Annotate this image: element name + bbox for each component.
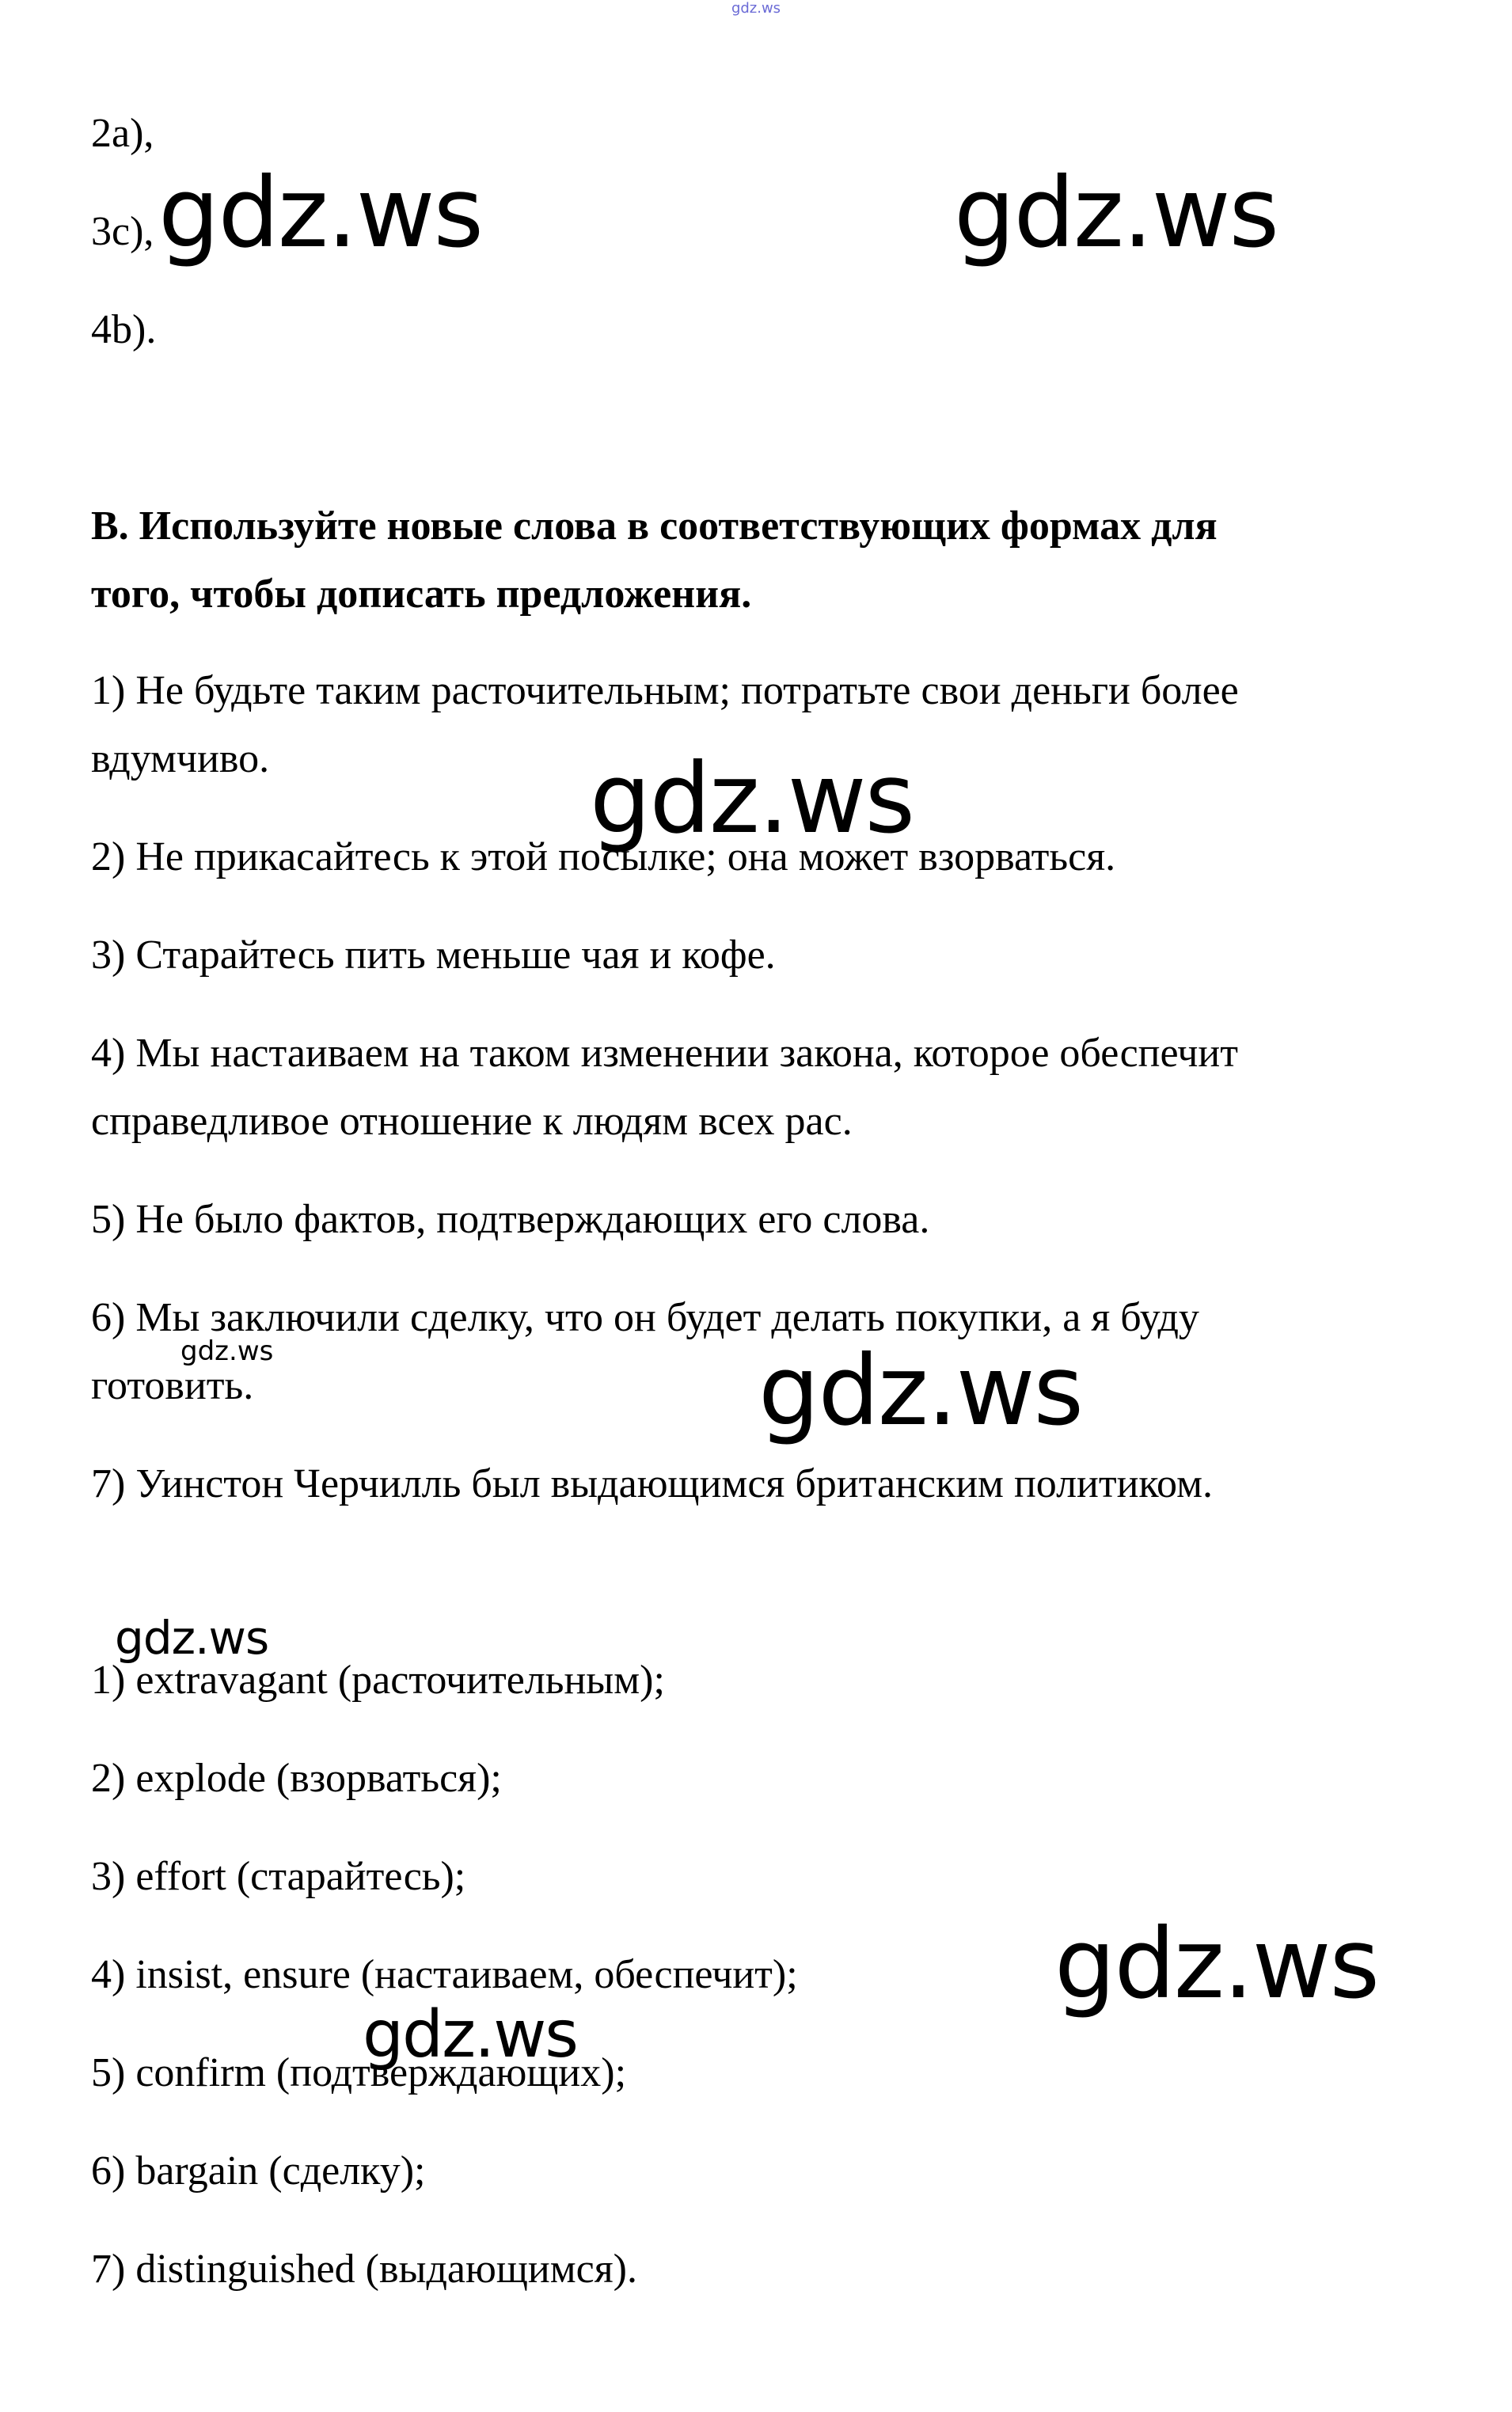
section-b-title-line2: того, чтобы дописать предложения. — [91, 572, 752, 617]
answer-7: 7) distinguished (выдающимся). — [91, 2247, 637, 2292]
prev-answer-2: 2a), — [91, 111, 154, 156]
answer-4: 4) insist, ensure (настаиваем, обеспечит); — [91, 1952, 798, 1997]
translation-2: 2) Не прикасайтесь к этой посылке; она может взорваться. — [91, 834, 1116, 879]
answer-5: 5) confirm (подтверждающих); — [91, 2050, 627, 2095]
watermark: gdz.ws — [363, 1997, 577, 2072]
translation-1-line2: вдумчиво. — [91, 736, 270, 781]
prev-answer-3: 3c), — [91, 209, 154, 254]
watermark: gdz.ws — [158, 157, 483, 269]
watermark: gdz.ws — [758, 1335, 1083, 1447]
translation-4-line2: справедливое отношение к людям всех рас. — [91, 1099, 853, 1144]
watermark: gdz.ws — [1054, 1908, 1379, 2020]
translation-6-line1: 6) Мы заключили сделку, что он будет делать покупки, а я буду — [91, 1295, 1199, 1340]
answer-2: 2) explode (взорваться); — [91, 1756, 502, 1801]
section-b-title-line1: B. Используйте новые слова в соответствующих формах для — [91, 503, 1218, 549]
translation-4-line1: 4) Мы настаиваем на таком изменении закона, которое обеспечит — [91, 1031, 1238, 1076]
watermark: gdz.ws — [590, 743, 914, 855]
answer-6: 6) bargain (сделку); — [91, 2148, 426, 2194]
answer-3: 3) effort (старайтесь); — [91, 1854, 466, 1899]
translation-5: 5) Не было фактов, подтверждающих его слова. — [91, 1197, 930, 1242]
watermark: gdz.ws — [180, 1335, 274, 1367]
watermark: gdz.ws — [115, 1611, 269, 1665]
prev-answer-4: 4b). — [91, 307, 157, 352]
watermark-top: gdz.ws — [731, 0, 781, 17]
translation-3: 3) Старайтесь пить меньше чая и кофе. — [91, 933, 776, 978]
watermark: gdz.ws — [954, 157, 1278, 269]
translation-7: 7) Уинстон Черчилль был выдающимся британским политиком. — [91, 1461, 1213, 1506]
translation-1-line1: 1) Не будьте таким расточительным; потратьте свои деньги более — [91, 668, 1239, 713]
answer-1: 1) extravagant (расточительным); — [91, 1658, 665, 1703]
translation-6-line2: готовить. — [91, 1363, 254, 1408]
